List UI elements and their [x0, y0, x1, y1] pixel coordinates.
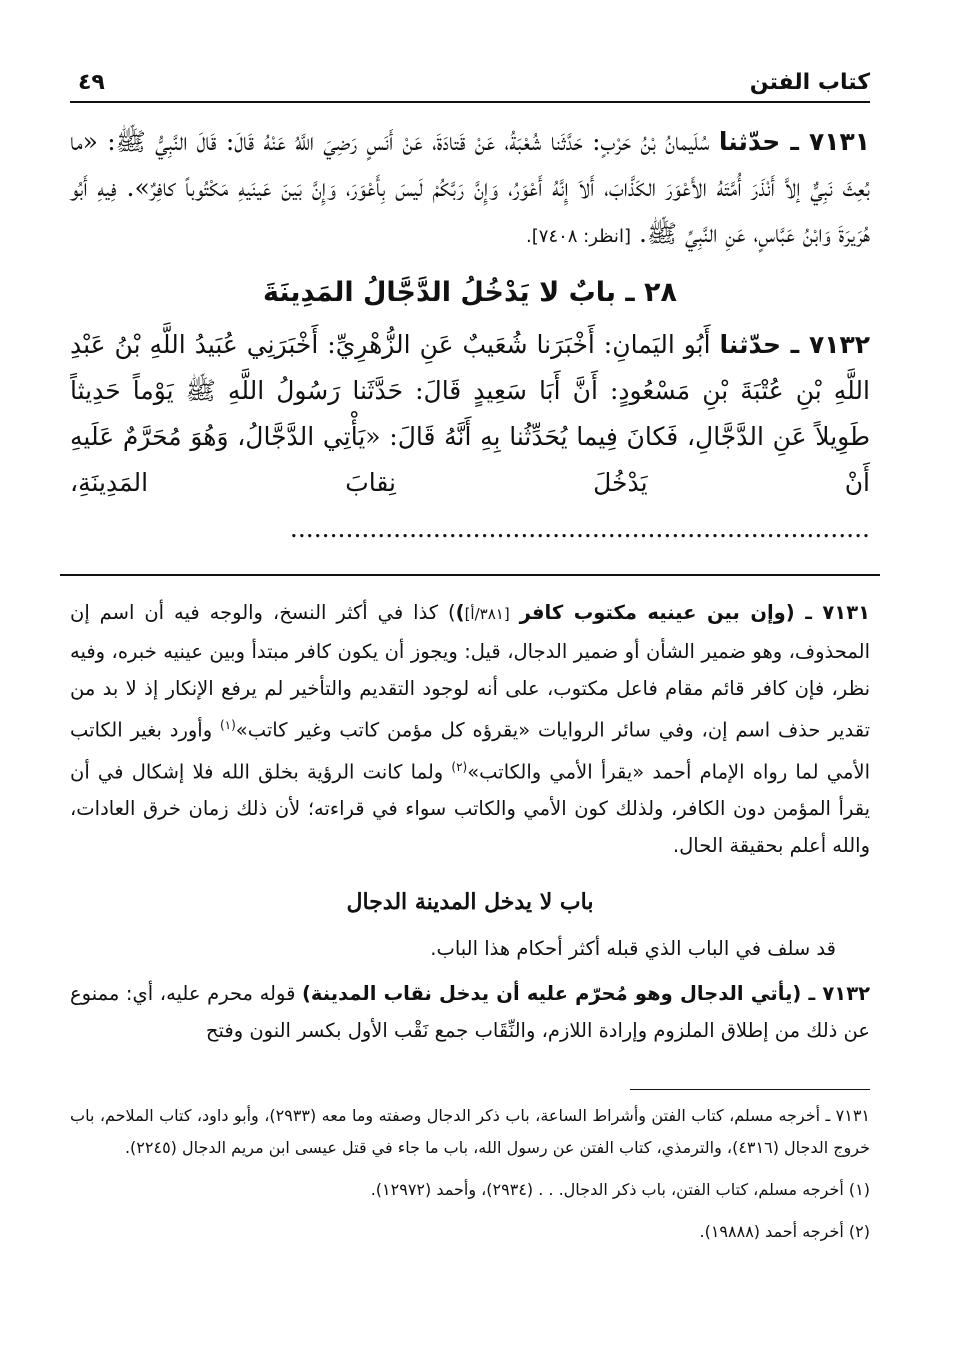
hadith-body: أَبُو اليَمانِ: أَخْبَرَنا شُعَيبٌ عَنِ الزُّهْرِيِّ: أَخْبَرَنِي عُبَيدُ اللَّهِ بْنُ عَبْدِ اللَّهِ بْنِ عُتْبَةَ بْنِ مَسْعُودٍ: أَنَّ أَبَا سَعِيدٍ قَالَ: حَدَّثَنا رَسُولُ اللَّهِ ﷺ يَوْماً حَدِيثاً طَوِيلاً عَنِ الدَّجَّالِ، فَكانَ فِيما يُحَدِّثُنا بِهِ أَنَّهُ قَالَ: «يَأْتِي الدَّجَّالُ، وَهُوَ مُحَرَّمٌ عَلَيهِ أَنْ يَدْخُلَ نِقابَ المَدِينَةِ،	[70, 330, 870, 497]
hadith-7132	[70, 322, 870, 552]
commentary-7131: ٧١٣١ ـ (وإن بين عينيه مكتوب كافر [٣٨١/أ])) كذا في أكثر النسخ، والوجه فيه أن اسم إن المحذوف، وهو ضمير الشأن أو ضمير الدجال، قيل: ويجوز أن يكون كافر مبتدأ وبين عينيه خبره، وفيه نظر، فإن كافر قائم مقام فاعل مكتوب، على أنه لوجود التقديم والتأخير لم يرفع الإنكار إذ لا بد من تقدير حذف اسم إن، وفي سائر الروايات «يقرؤه كل مؤمن كاتب وغير كاتب»$^{(١)}$ وأورد بغير الكاتب الأمي لما رواه الإمام أحمد «يقرأ الأمي والكاتب»$^{(٢)}$ ولما كانت الرؤية بخلق الله فلا إشكال في أن يقرأ المؤمن دون الكافر، ولذلك كون الأمي والكاتب سواء في قراءته؛ لأن ذلك زمان خرق العادات، والله أعلم بحقيقة الحال.	[70, 601, 871, 857]
running-header	[70, 50, 870, 103]
cross-reference: [انظر: ٧٤٠٨].	[526, 226, 631, 247]
page-number: ٤٩	[78, 70, 105, 95]
continuation-dots: .........................................................................	[289, 514, 870, 543]
commentary-subheading: باب لا يدخل المدينة الدجال	[346, 889, 594, 915]
commentary-lead: ٧١٣٢ ـ (يأتي الدجال وهو مُحرّم عليه أن يدخل نقاب المدينة)	[302, 982, 870, 1005]
commentary-lead: ٧١٣١ ـ (وإن بين عينيه مكتوب كافر	[519, 601, 871, 624]
chapter-heading: ٢٨ ـ بابٌ لا يَدْخُلُ الدَّجَّالُ المَدِينَةَ	[262, 277, 678, 308]
section-divider	[60, 574, 880, 576]
hadith-body: سُلَيمانُ بْنُ حَرْبٍ: حَدَّثَنا شُعْبَةُ، عَنْ قَتادَةَ، عَنْ أَنَسٍ رَضِيَ اللَّهُ عَنْهُ قَالَ: قَالَ النَّبِيُّ ﷺ: «ما بُعِثَ نَبِيٌّ إلاَّ أَنْذَرَ أُمَّتَهُ الأَعْوَرَ الكَذَّابَ، أَلاَ إِنَّهُ أَعْوَرُ، وَإِنَّ رَبَّكُمْ لَيسَ بِأَعْوَرَ، وَإِنَّ بَينَ عَينَيهِ مَكْتُوباً كافِرٌ». فِيهِ أَبُو هُرَيرَةَ وَابْنُ عَبَّاسٍ، عَنِ النَّبِيِّ ﷺ.	[70, 127, 870, 248]
commentary-text: وأورد بغير الكاتب الأمي لما رواه الإمام أحمد «يقرأ الأمي والكاتب»	[70, 718, 871, 783]
hadith-number: ٧١٣٢ ـ حدّثنا	[719, 330, 870, 359]
commentary-text: ) كذا في أكثر النسخ، والوجه فيه أن اسم إن المحذوف، وهو ضمير الشأن أو ضمير الدجال، قيل: ويجوز أن يكون كافر مبتدأ وبين عينيه خبره، وفيه نظر، فإن كافر قائم مقام فاعل مكتوب، على أنه لوجود التقديم والتأخير لم يرفع الإنكار إذ لا بد من تقدير حذف اسم إن، وفي سائر الروايات «يقرؤه كل مؤمن كاتب وغير كاتب»	[70, 601, 870, 742]
book-title: كتاب الفتن	[749, 70, 870, 95]
footnote-7131: ٧١٣١ ـ أخرجه مسلم، كتاب الفتن وأشراط الساعة، باب ذكر الدجال وصفته وما معه (٢٩٣٣)، وأبو داود، كتاب الملاحم، باب خروج الدجال (٤٣١٦)، والترمذي، كتاب الفتن عن رسول الله، باب ما جاء في قتل عيسى ابن مريم الدجال (٢٢٤٥).	[70, 1106, 871, 1157]
hadith-7131	[70, 119, 870, 260]
footnote-2: (٢) أخرجه أحمد (١٩٨٨٨).	[699, 1222, 870, 1241]
commentary-text: ولما كانت الرؤية بخلق الله فلا إشكال في أن يقرأ المؤمن دون الكافر، ولذلك كون الأمي والكاتب سواء في قراءته؛ لأن ذلك زمان خرق العادات، والله أعلم بحقيقة الحال.	[70, 760, 870, 857]
hadith-number: ٧١٣١ ـ حدّثنا	[718, 127, 871, 156]
footnote-marker-1: (١)	[219, 718, 236, 732]
hadith-text-block	[70, 119, 870, 552]
footnote-1: (١) أخرجه مسلم، كتاب الفتن، باب ذكر الدجال. . . (٢٩٣٤)، وأحمد (١٢٩٧٢).	[370, 1180, 870, 1199]
manuscript-ref: [٣٨١/أ]	[464, 605, 510, 623]
commentary-text: قوله محرم عليه، أي: ممنوع عن ذلك من إطلاق الملزوم وإرادة اللازم، والنِّقَاب جمع نَقْب الأول بكسر النون وفتح	[70, 982, 870, 1042]
footnote-rule	[630, 1089, 870, 1090]
commentary-block	[70, 594, 870, 1049]
commentary-7132	[70, 975, 870, 1049]
footnote-marker-2: (٢)	[451, 759, 468, 774]
book-page	[70, 50, 870, 1248]
footnotes-block	[70, 1100, 870, 1248]
commentary-note: قد سلف في الباب الذي قبله أكثر أحكام هذا الباب.	[430, 937, 836, 960]
